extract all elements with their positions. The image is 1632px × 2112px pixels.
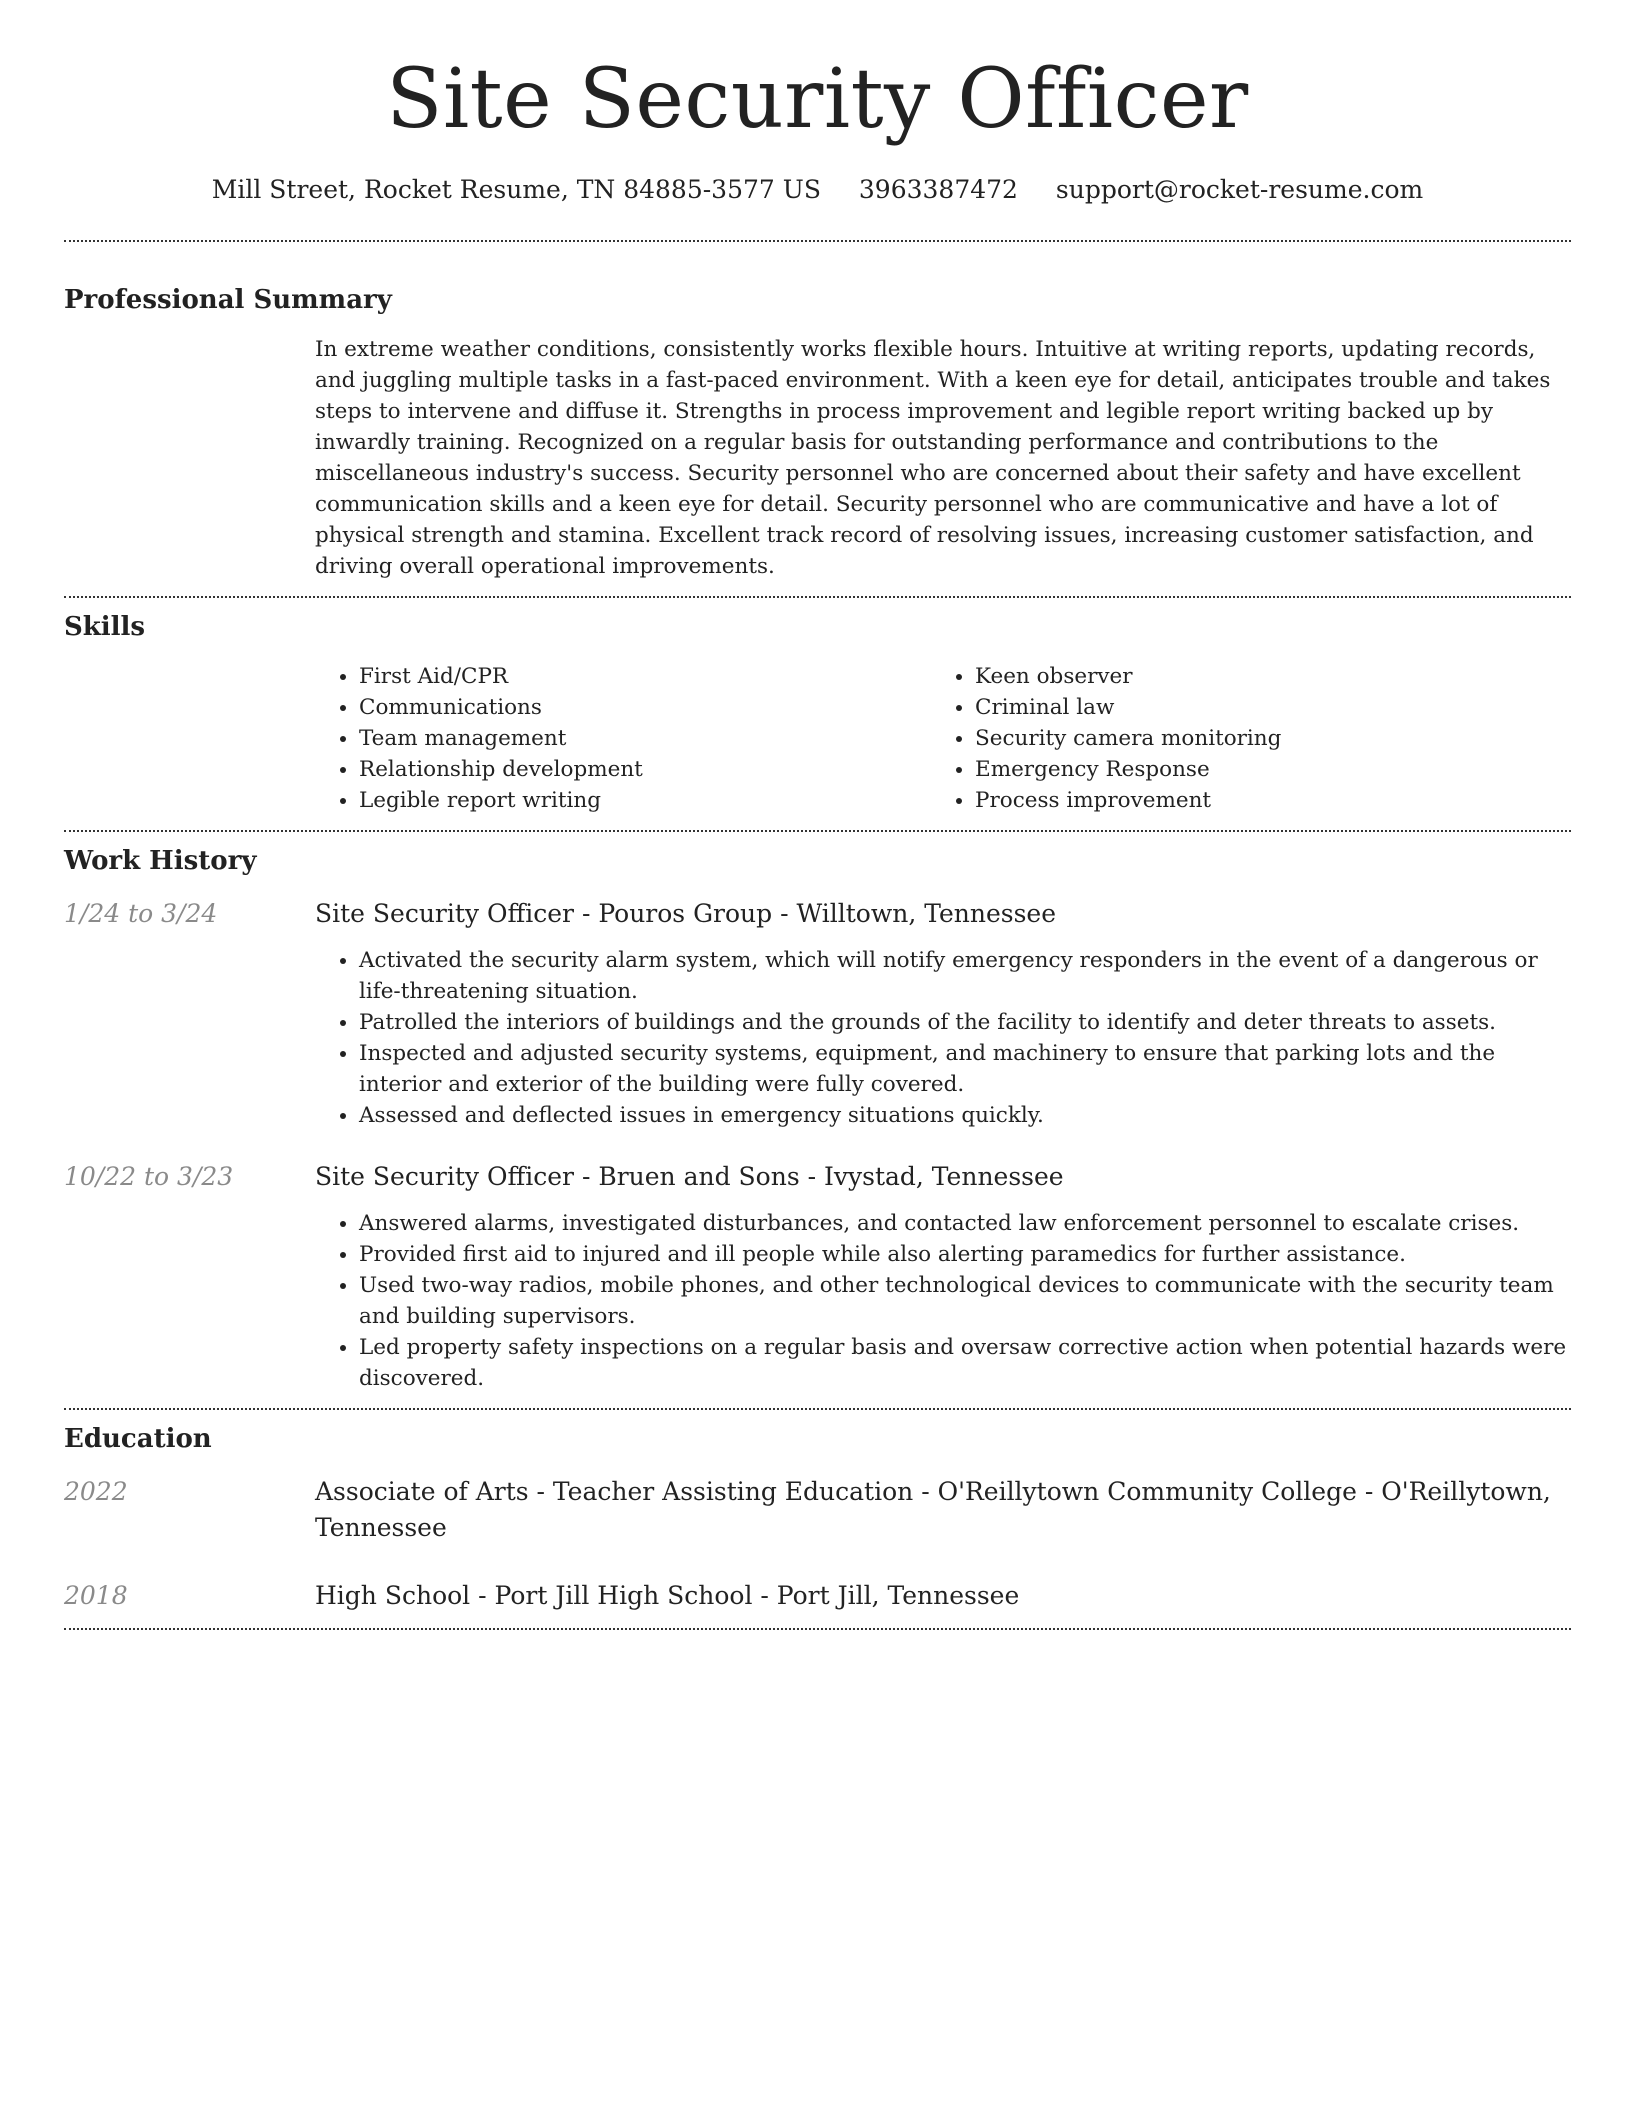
summary-title: Professional Summary	[64, 285, 392, 315]
skills-list	[315, 661, 1495, 816]
job-bullet: • Answered alarms, investigated disturbances, and contacted law enforcement personnel to escalate crises.	[359, 1208, 1571, 1239]
skill-item: • First Aid/CPR	[359, 661, 931, 692]
job-bullets	[315, 945, 1571, 1131]
skill-item: • Team management	[359, 723, 931, 754]
work-section	[64, 844, 1571, 1394]
job-bullet: • Provided first aid to injured and ill people while also alerting paramedics for further assistance.	[359, 1239, 1571, 1270]
job-bullet: • Activated the security alarm system, which will notify emergency responders in the event of a dangerous or life-threatening situation.	[359, 945, 1571, 1007]
job-dates: 1/24 to 3/24	[64, 899, 218, 928]
divider	[64, 240, 1571, 242]
skill-item: • Process improvement	[975, 785, 1495, 816]
skill-item: • Legible report writing	[359, 785, 931, 816]
divider	[64, 596, 1571, 598]
job-entry	[64, 1159, 1571, 1394]
job-bullet: • Patrolled the interiors of buildings and the grounds of the facility to identify and deter threats to assets.	[359, 1007, 1571, 1038]
resume-page	[64, 0, 1571, 1630]
job-bullet: • Led property safety inspections on a regular basis and oversaw corrective action when potential hazards were discovered.	[359, 1332, 1571, 1394]
education-heading: High School - Port Jill High School - Port Jill, Tennessee	[315, 1581, 1020, 1610]
job-bullets	[315, 1208, 1571, 1394]
skill-item: • Emergency Response	[975, 754, 1495, 785]
contact-email: support@rocket-resume.com	[1055, 175, 1424, 204]
divider	[64, 830, 1571, 832]
skills-column-left	[315, 661, 931, 816]
skill-item: • Relationship development	[359, 754, 931, 785]
candidate-name: Site Security Officer	[386, 52, 1249, 147]
job-bullet: • Used two-way radios, mobile phones, and other technological devices to communicate with the security team and building supervisors.	[359, 1270, 1571, 1332]
job-bullet: • Assessed and deflected issues in emergency situations quickly.	[359, 1100, 1571, 1131]
education-section	[64, 1422, 1571, 1614]
education-heading: Associate of Arts - Teacher Assisting Education - O'Reillytown Community College - O'Reillytown, Tennessee	[315, 1477, 1551, 1542]
skills-section	[64, 610, 1571, 830]
job-heading: Site Security Officer - Pouros Group - Willtown, Tennessee	[315, 899, 1057, 928]
education-title: Education	[64, 1424, 212, 1454]
summary-section	[64, 283, 1571, 596]
skills-column-right	[931, 661, 1495, 816]
education-year: 2018	[64, 1581, 128, 1610]
job-dates: 10/22 to 3/23	[64, 1162, 234, 1191]
education-entry	[64, 1578, 1571, 1614]
contact-line	[64, 172, 1571, 208]
contact-phone: 3963387472	[858, 175, 1018, 204]
contact-address: Mill Street, Rocket Resume, TN 84885-3577 US	[211, 175, 821, 204]
work-title: Work History	[64, 846, 257, 876]
skill-item: • Keen observer	[975, 661, 1495, 692]
job-bullet: • Inspected and adjusted security systems, equipment, and machinery to ensure that parking lots and the interior and exterior of the building were fully covered.	[359, 1038, 1571, 1100]
job-heading: Site Security Officer - Bruen and Sons - Ivystad, Tennessee	[315, 1162, 1064, 1191]
divider	[64, 1408, 1571, 1410]
skill-item: • Communications	[359, 692, 931, 723]
skill-item: • Criminal law	[975, 692, 1495, 723]
divider	[64, 1628, 1571, 1630]
education-entry	[64, 1474, 1571, 1546]
summary-text: In extreme weather conditions, consistently works flexible hours. Intuitive at writing reports, updating records, and juggling multiple tasks in a fast-paced environment. With a keen eye for detail, anticipates trouble and takes steps to intervene and diffuse it. Strengths in process improvement and legible report writing backed up by inwardly training. Recognized on a regular basis for outstanding performance and contributions to the miscellaneous industry's success. Security personnel who are concerned about their safety and have excellent communication skills and a keen eye for detail. Security personnel who are communicative and have a lot of physical strength and stamina. Excellent track record of resolving issues, increasing customer satisfaction, and driving overall operational improvements.	[315, 337, 1551, 579]
skills-title: Skills	[64, 612, 146, 642]
skill-item: • Security camera monitoring	[975, 723, 1495, 754]
job-entry	[64, 896, 1571, 1131]
education-year: 2022	[64, 1477, 128, 1506]
